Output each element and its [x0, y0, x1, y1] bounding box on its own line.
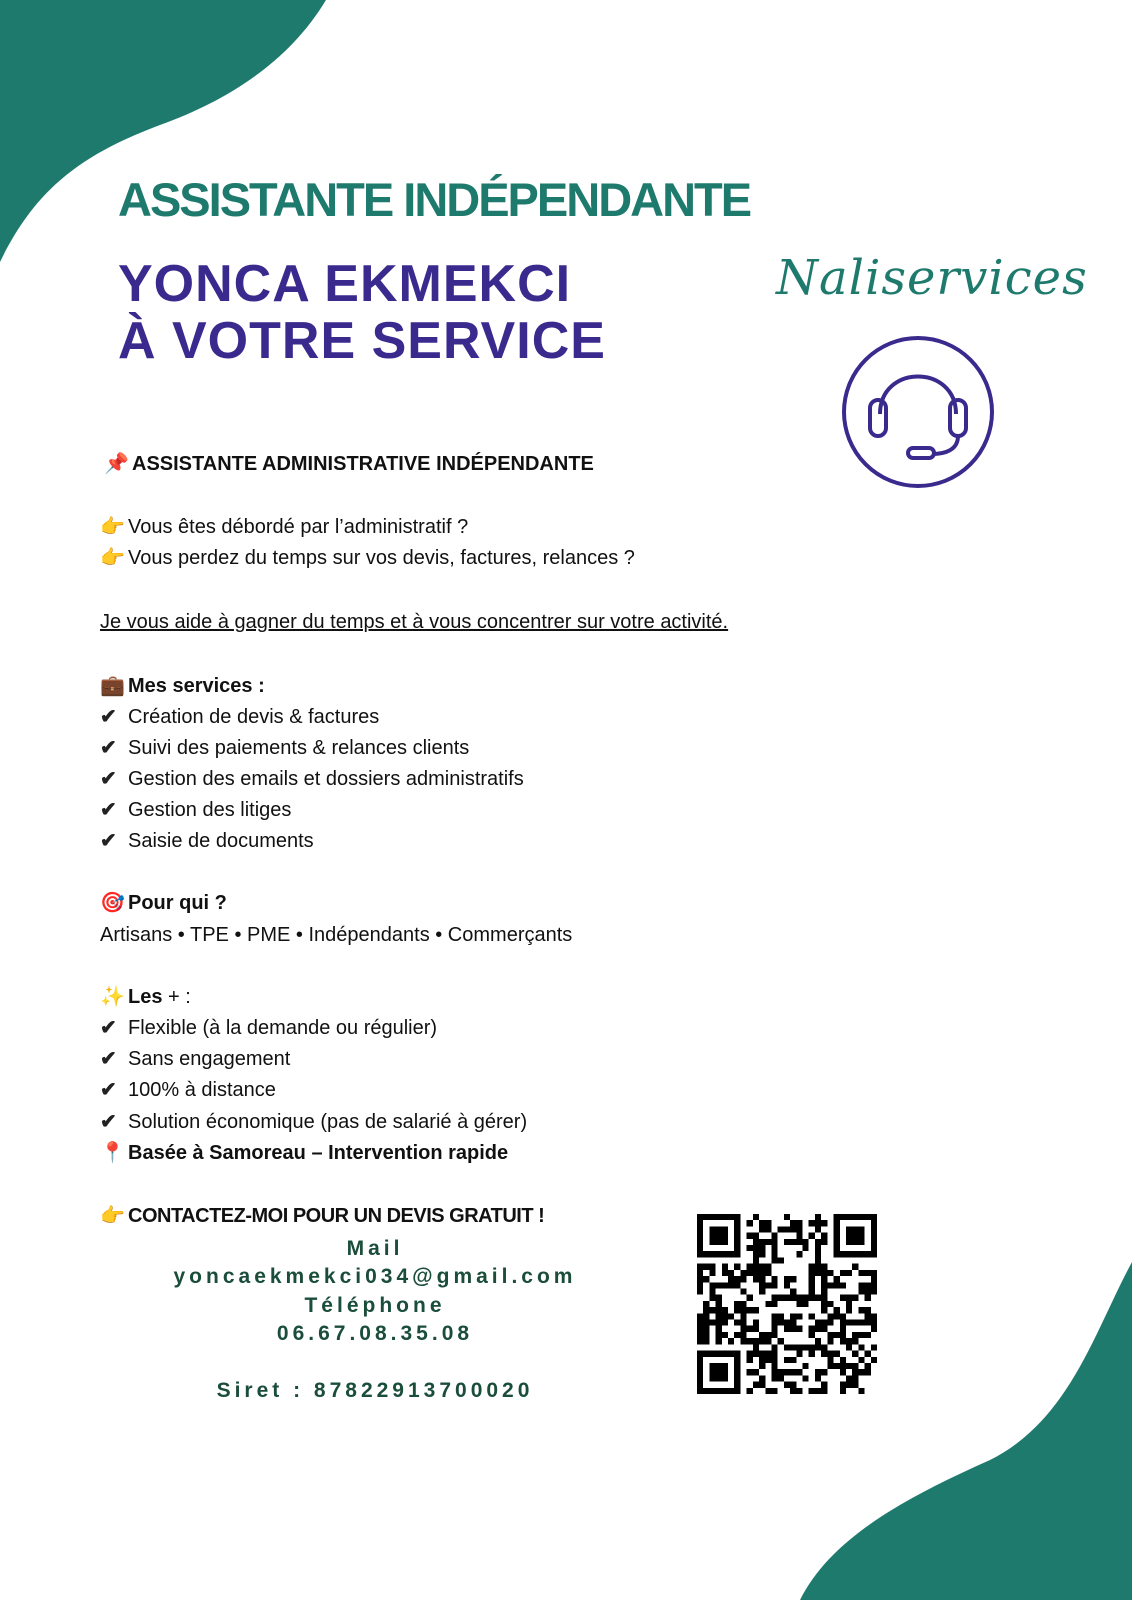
target-icon: 🎯 — [100, 892, 125, 914]
headset-icon — [840, 334, 996, 490]
audience-heading — [100, 891, 227, 915]
service-text: Gestion des emails et dossiers administratifs — [128, 768, 524, 790]
benefits-heading-suffix: + : — [162, 986, 191, 1008]
check-icon: ✔ — [100, 706, 117, 728]
check-icon: ✔ — [100, 830, 117, 852]
benefit-item — [100, 1047, 290, 1071]
check-icon: ✔ — [100, 1048, 117, 1070]
location-pin-icon: 📍 — [100, 1142, 125, 1164]
service-text: Création de devis & factures — [128, 706, 380, 728]
pitch-text: Je vous aide à gagner du temps et à vous concentrer sur votre activité. — [100, 611, 729, 633]
phone-label: Téléphone — [304, 1294, 446, 1317]
page-title: ASSISTANTE INDÉPENDANTE — [118, 173, 751, 226]
phone-link[interactable]: 06.67.08.35.08 — [276, 1322, 474, 1345]
check-icon: ✔ — [100, 799, 117, 821]
benefit-text: Solution économique (pas de salarié à gérer) — [128, 1111, 528, 1133]
question-text: Vous perdez du temps sur vos devis, factures, relances ? — [128, 547, 635, 569]
benefit-item — [100, 1016, 437, 1040]
benefit-text: Flexible (à la demande ou régulier) — [128, 1017, 438, 1039]
service-item — [100, 829, 314, 853]
mail-label: Mail — [346, 1237, 404, 1260]
service-text: Suivi des paiements & relances clients — [128, 737, 470, 759]
pointing-hand-icon: 👉 — [100, 547, 125, 569]
service-text: Saisie de documents — [128, 830, 314, 852]
contact-cta — [100, 1204, 544, 1228]
location-line — [100, 1141, 508, 1165]
name-heading: YONCA EKMEKCI — [118, 255, 572, 313]
audience-text: Artisans • TPE • PME • Indépendants • Commerçants — [100, 924, 573, 946]
question-2 — [100, 546, 635, 570]
location-text: Basée à Samoreau – Intervention rapide — [128, 1142, 509, 1164]
services-heading-text: Mes services : — [128, 675, 265, 697]
brand-logo-text: Naliservices — [776, 250, 1088, 306]
service-item — [100, 736, 469, 760]
service-item — [100, 705, 379, 729]
briefcase-icon: 💼 — [100, 675, 125, 697]
benefits-heading-text: Les — [128, 986, 163, 1008]
check-icon: ✔ — [100, 737, 117, 759]
intro-heading — [104, 452, 594, 476]
qr-code[interactable] — [697, 1214, 877, 1394]
benefits-heading — [100, 985, 191, 1009]
services-heading — [100, 674, 265, 698]
pointing-hand-icon: 👉 — [100, 1205, 125, 1227]
tagline-heading: À VOTRE SERVICE — [118, 312, 606, 370]
benefit-text: 100% à distance — [128, 1079, 276, 1101]
benefit-item — [100, 1078, 276, 1102]
service-item — [100, 798, 291, 822]
check-icon: ✔ — [100, 1017, 117, 1039]
check-icon: ✔ — [100, 768, 117, 790]
sparkles-icon: ✨ — [100, 986, 125, 1008]
check-icon: ✔ — [100, 1111, 117, 1133]
benefit-item — [100, 1110, 527, 1134]
audience-heading-text: Pour qui ? — [128, 892, 227, 914]
contact-cta-text: CONTACTEZ-MOI POUR UN DEVIS GRATUIT ! — [128, 1205, 545, 1227]
question-text: Vous êtes débordé par l’administratif ? — [128, 516, 469, 538]
intro-heading-text: ASSISTANTE ADMINISTRATIVE INDÉPENDANTE — [132, 453, 594, 475]
check-icon: ✔ — [100, 1079, 117, 1101]
pointing-hand-icon: 👉 — [100, 516, 125, 538]
question-1 — [100, 515, 468, 539]
benefit-text: Sans engagement — [128, 1048, 291, 1070]
siret-text: Siret : 87822913700020 — [216, 1379, 534, 1402]
pushpin-icon: 📌 — [104, 453, 129, 475]
service-item — [100, 767, 524, 791]
email-link[interactable]: yoncaekmekci034@gmail.com — [173, 1265, 577, 1288]
service-text: Gestion des litiges — [128, 799, 292, 821]
